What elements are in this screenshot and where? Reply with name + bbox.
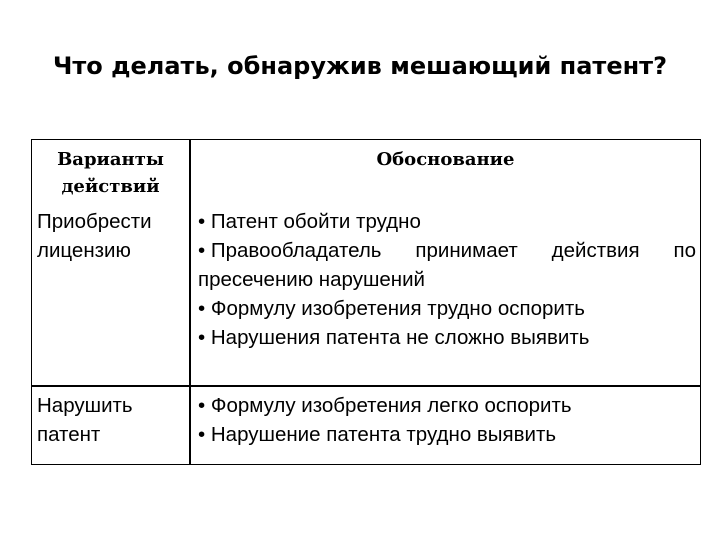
header-actions: [32, 146, 189, 200]
reason-word: по: [673, 239, 696, 262]
header-actions-line2: действий: [61, 176, 160, 197]
header-actions-line1: Варианты: [57, 149, 164, 170]
reason-word: действия: [551, 239, 640, 262]
reason-item-continuation: пресечению нарушений: [198, 268, 426, 291]
page-title: Что делать, обнаружив мешающий патент?: [52, 52, 668, 80]
column-divider: [189, 140, 191, 464]
reason-item: • Формулу изобретения трудно оспорить: [198, 297, 585, 320]
reasons-cell-infringe: [198, 391, 696, 449]
action-infringe-line1: Нарушить: [37, 394, 133, 417]
reason-word: принимает: [415, 239, 518, 262]
reasons-cell-license: [198, 207, 696, 352]
reason-item: • Формулу изобретения легко оспорить: [198, 394, 572, 417]
action-infringe-line2: патент: [37, 423, 101, 446]
reason-word: • Правообладатель: [198, 239, 382, 262]
options-table: [31, 139, 701, 465]
action-cell-license: [37, 207, 187, 265]
action-cell-infringe: [37, 391, 187, 449]
row-divider: [32, 385, 700, 387]
reason-item: • Нарушения патента не сложно выявить: [198, 326, 590, 349]
reason-item: • Нарушение патента трудно выявить: [198, 423, 557, 446]
reason-item: • Патент обойти трудно: [198, 210, 421, 233]
action-license-line2: лицензию: [37, 239, 131, 262]
reason-item-wrapped: [198, 236, 696, 265]
header-justification: Обоснование: [376, 149, 515, 170]
action-license-line1: Приобрести: [37, 210, 152, 233]
